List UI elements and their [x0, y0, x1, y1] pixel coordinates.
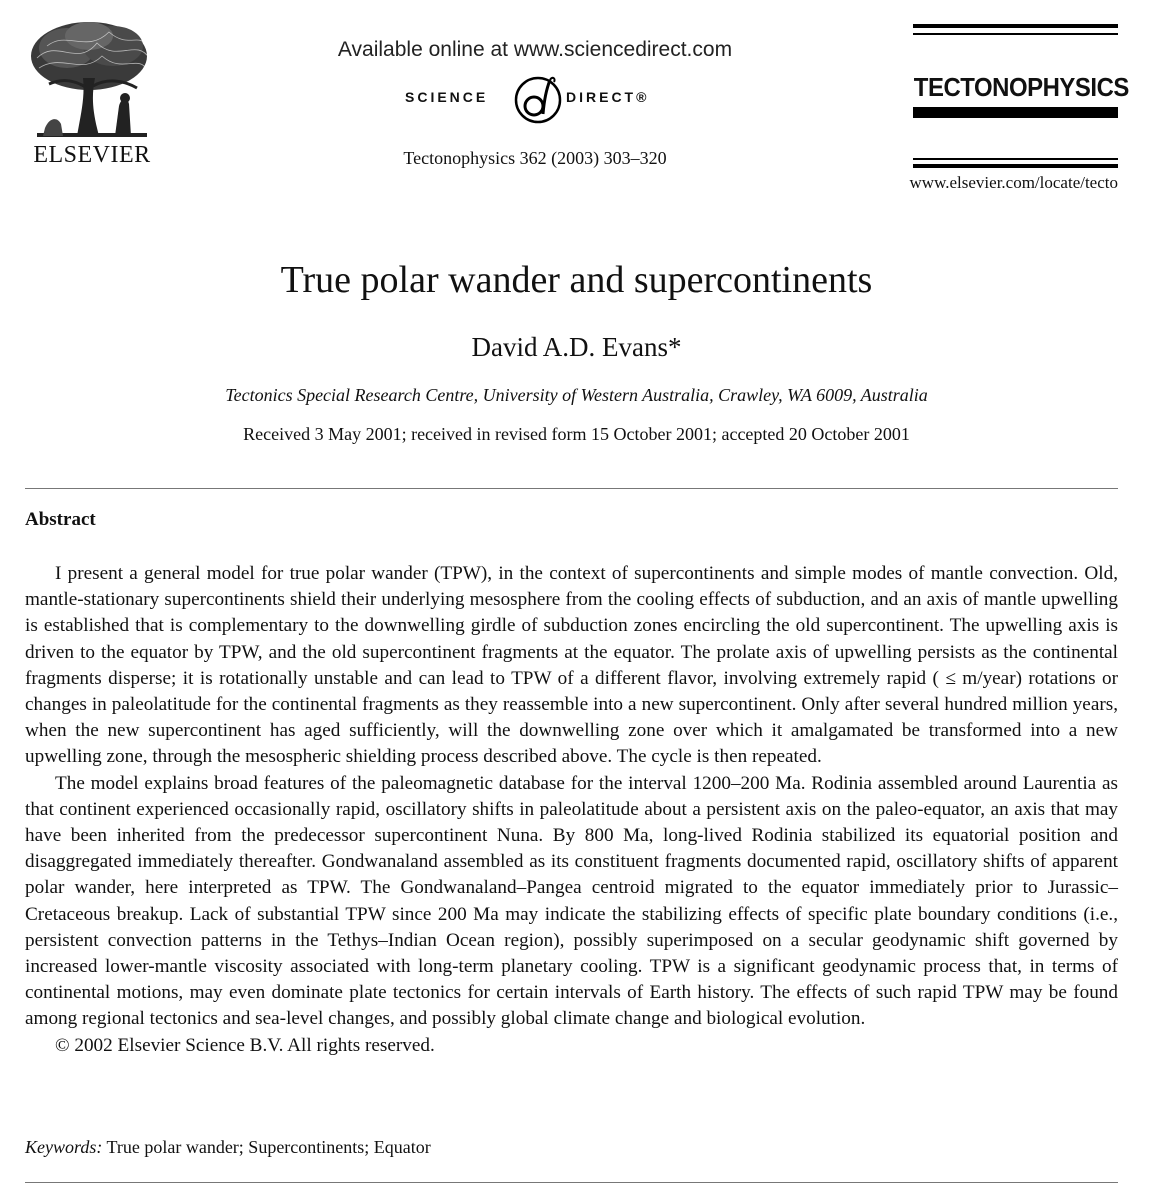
publisher-logo[interactable] — [22, 18, 162, 178]
copyright-notice: © 2002 Elsevier Science B.V. All rights reserved. — [55, 1034, 435, 1056]
keywords — [25, 1137, 431, 1158]
section-divider-bottom — [25, 1182, 1118, 1183]
abstract-paragraph-1: I present a general model for true polar wander (TPW), in the context of supercontinents and simple modes of mantle convection. Old, mantle-stationary supercontinents shield their underlying mesosphere from the cooling effects of subduction, and an axis of mantle upwelling is established that is complementary to the downwelling girdle of subduction zones encircling the old supercontinent. The upwelling axis is driven to the equator by TPW, and the old supercontinent fragments at the equator. The prolate axis of upwelling persists as the continental fragments disperse; it is rotationally unstable and can lead to TPW of a different flavor, involving extremely rapid ( ≤ m/year) rotations or changes in paleolatitude for the continental fragments as they reassemble into a new supercontinent. Only after several hundred million years, when the new supercontinent has aged sufficiently, will the downwelling zone over which it amalgamated be transformed into a new upwelling zone, through the mesospheric shielding process described above. The cycle is then repeated. — [25, 563, 1118, 768]
sciencedirect-d-icon — [510, 72, 566, 128]
journal-rule-thick — [913, 107, 1118, 118]
keywords-label: Keywords: — [25, 1137, 103, 1157]
journal-name[interactable]: TECTONOPHYSICS — [913, 72, 1129, 102]
journal-rule-bottom-2 — [913, 164, 1118, 168]
abstract-body — [25, 561, 1118, 1059]
abstract-heading: Abstract — [25, 509, 96, 530]
article-title: True polar wander and supercontinents — [280, 259, 873, 301]
sciencedirect-logo[interactable] — [400, 72, 670, 128]
keywords-list: True polar wander; Supercontinents; Equator — [102, 1137, 431, 1157]
section-divider-top — [25, 488, 1118, 489]
author-affiliation: Tectonics Special Research Centre, University of Western Australia, Crawley, WA 6009, Australia — [225, 385, 928, 405]
available-online-text: Available online at www.sciencedirect.com — [337, 38, 733, 61]
journal-url-link[interactable]: www.elsevier.com/locate/tecto — [909, 173, 1118, 192]
journal-rule-top-1 — [913, 24, 1118, 28]
sd-logo-left-text: SCIENCE — [405, 89, 489, 105]
journal-rule-bottom-1 — [913, 158, 1118, 160]
sd-logo-right-text: DIRECT® — [566, 89, 650, 105]
journal-rule-top-2 — [913, 33, 1118, 35]
journal-citation: Tectonophysics 362 (2003) 303–320 — [403, 148, 667, 168]
article-dates: Received 3 May 2001; received in revised form 15 October 2001; accepted 20 October 2001 — [243, 424, 910, 444]
elsevier-tree-icon — [27, 18, 157, 143]
publisher-name: ELSEVIER — [33, 142, 151, 168]
abstract-paragraph-2: The model explains broad features of the paleomagnetic database for the interval 1200–200 Ma. Rodinia assembled around Laurentia as that continent experienced occasionally rapid, oscillatory shifts in paleolatitude about a persistent axis on the paleo-equator, an axis that may have been inherited from the predecessor supercontinent Nuna. By 800 Ma, long-lived Rodinia stabilized its equatorial position and disaggregated immediately thereafter. Gondwanaland assembled as its constituent fragments documented rapid, oscillatory shifts of apparent polar wander, here interpreted as TPW. The Gondwanaland–Pangea centroid migrated to the equator immediately prior to Jurassic–Cretaceous breakup. Lack of substantial TPW since 200 Ma may indicate the stabilizing effects of specific plate boundary conditions (i.e., persistent convection patterns in the Tethys–Indian Ocean region), possibly superimposed on a secular geodynamic shift governed by increased lower-mantle viscosity associated with long-term planetary cooling. TPW is a significant geodynamic process that, in terms of continental motions, may even dominate plate tectonics for certain intervals of Earth history. The effects of such rapid TPW may be found among regional tectonics and sea-level changes, and possibly global climate change and biological evolution. — [25, 772, 1118, 1030]
author-name[interactable]: David A.D. Evans* — [471, 332, 682, 362]
